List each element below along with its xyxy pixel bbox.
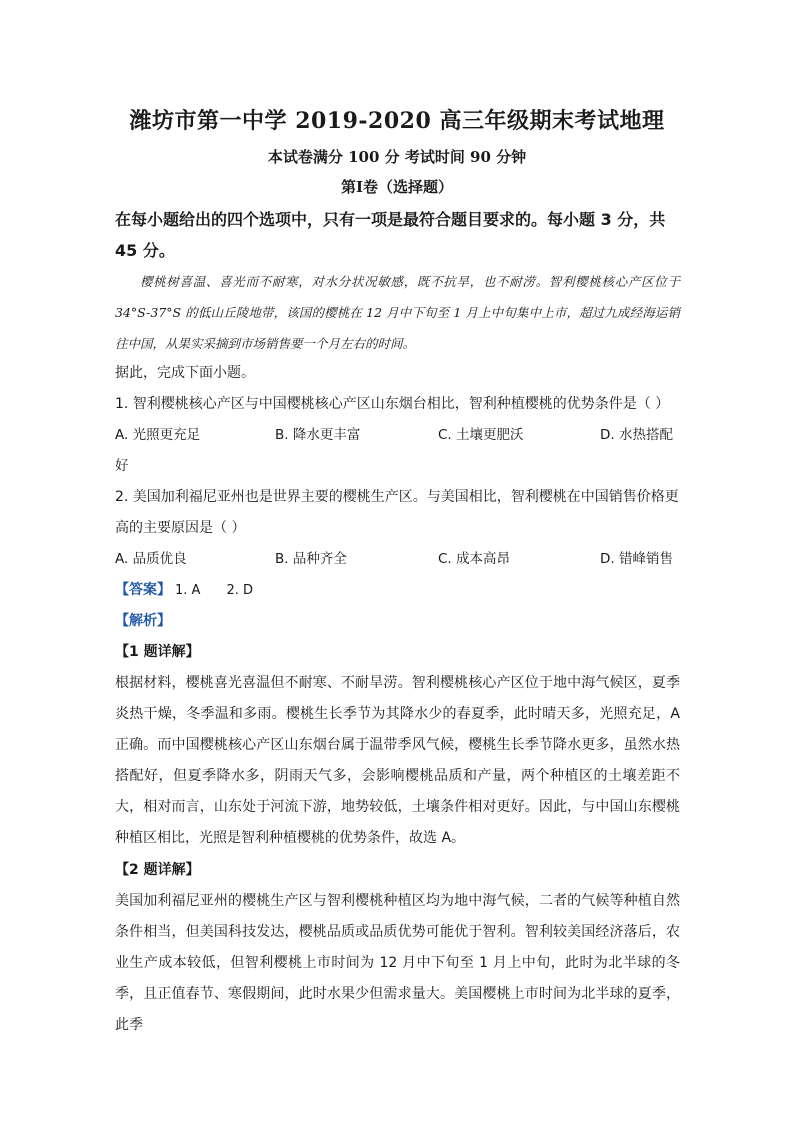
option-b: B. 品种齐全: [275, 551, 347, 567]
section-heading: 第Ⅰ卷（选择题）: [340, 178, 454, 196]
option-c: C. 土壤更肥沃: [438, 427, 524, 443]
answer-2: 2. D: [226, 583, 253, 598]
question-2-stem: 2. 美国加利福尼亚州也是世界主要的樱桃生产区。与美国相比，智利樱桃在中国销售价格更高的主要原因是（ ）: [115, 489, 679, 536]
answer-1: 1. A: [175, 583, 201, 598]
detail-2-text: 美国加利福尼亚州的樱桃生产区与智利樱桃种植区均为地中海气候，二者的气候等种植自然条件相当，但美国科技发达，樱桃品质或品质优势可能优于智利。智利较美国经济落后，农业生产成本较低，但智利樱桃上市时间为 12 月中下旬至 1 月上中旬，此时为北半球的冬季，且正值春节、寒假期间，此时水果少但需求量大。美国樱桃上市时间为北半球的夏季，此季: [115, 893, 680, 1033]
option-d-wrap: 好: [115, 458, 129, 474]
option-b: B. 降水更丰富: [275, 427, 361, 443]
question-2-options: [115, 544, 680, 575]
lead-text: 据此，完成下面小题。: [115, 365, 255, 381]
analysis-line: [115, 606, 680, 637]
option-a: A. 品质优良: [115, 551, 187, 567]
option-d: D. 错峰销售: [600, 551, 673, 567]
answer-tag: 【答案】: [115, 582, 171, 598]
answer-line: [115, 575, 680, 606]
reading-passage: 樱桃树喜温、喜光而不耐寒，对水分状况敏感，既不抗旱，也不耐涝。智利樱桃核心产区位于 34°S-37°S 的低山丘陵地带，该国的樱桃在 12 月中下旬至 1 月上中旬集中上市，超过九成经海运销往中国，从果实采摘到市场销售要一个月左右的时间。: [115, 274, 680, 351]
option-a: A. 光照更充足: [115, 427, 201, 443]
exam-subtitle: 本试卷满分 100 分 考试时间 90 分钟: [267, 148, 527, 166]
option-c: C. 成本高昂: [438, 551, 511, 567]
question-1-stem: 1. 智利樱桃核心产区与中国樱桃核心产区山东烟台相比，智利种植樱桃的优势条件是（ ）: [115, 396, 670, 412]
detail-1-text: 根据材料，樱桃喜光喜温但不耐寒、不耐旱涝。智利樱桃核心产区位于地中海气候区，夏季炎热干燥，冬季温和多雨。樱桃生长季节为其降水少的春夏季，此时晴天多，光照充足，A 正确。而中国樱桃核心产区山东烟台属于温带季风气候，樱桃生长季节降水更多，虽然水热搭配好，但夏季降水多，阴雨天气多，会影响樱桃品质和产量，两个种植区的土壤差距不大，相对而言，山东处于河流下游，地势较低，土壤条件相对更好。因此，与中国山东樱桃种植区相比，光照是智利种植樱桃的优势条件，故选 A。: [115, 675, 680, 846]
option-d: D. 水热搭配: [600, 427, 673, 443]
detail-2-heading: 【2 题详解】: [115, 862, 200, 878]
instructions: 在每小题给出的四个选项中，只有一项是最符合题目要求的。每小题 3 分，共 45 分。: [115, 210, 666, 260]
question-1-options: [115, 420, 680, 451]
detail-1-heading: 【1 题详解】: [115, 644, 200, 660]
analysis-tag: 【解析】: [115, 613, 171, 629]
exam-title: 潍坊市第一中学 2019-2020 高三年级期末考试地理: [129, 108, 665, 134]
